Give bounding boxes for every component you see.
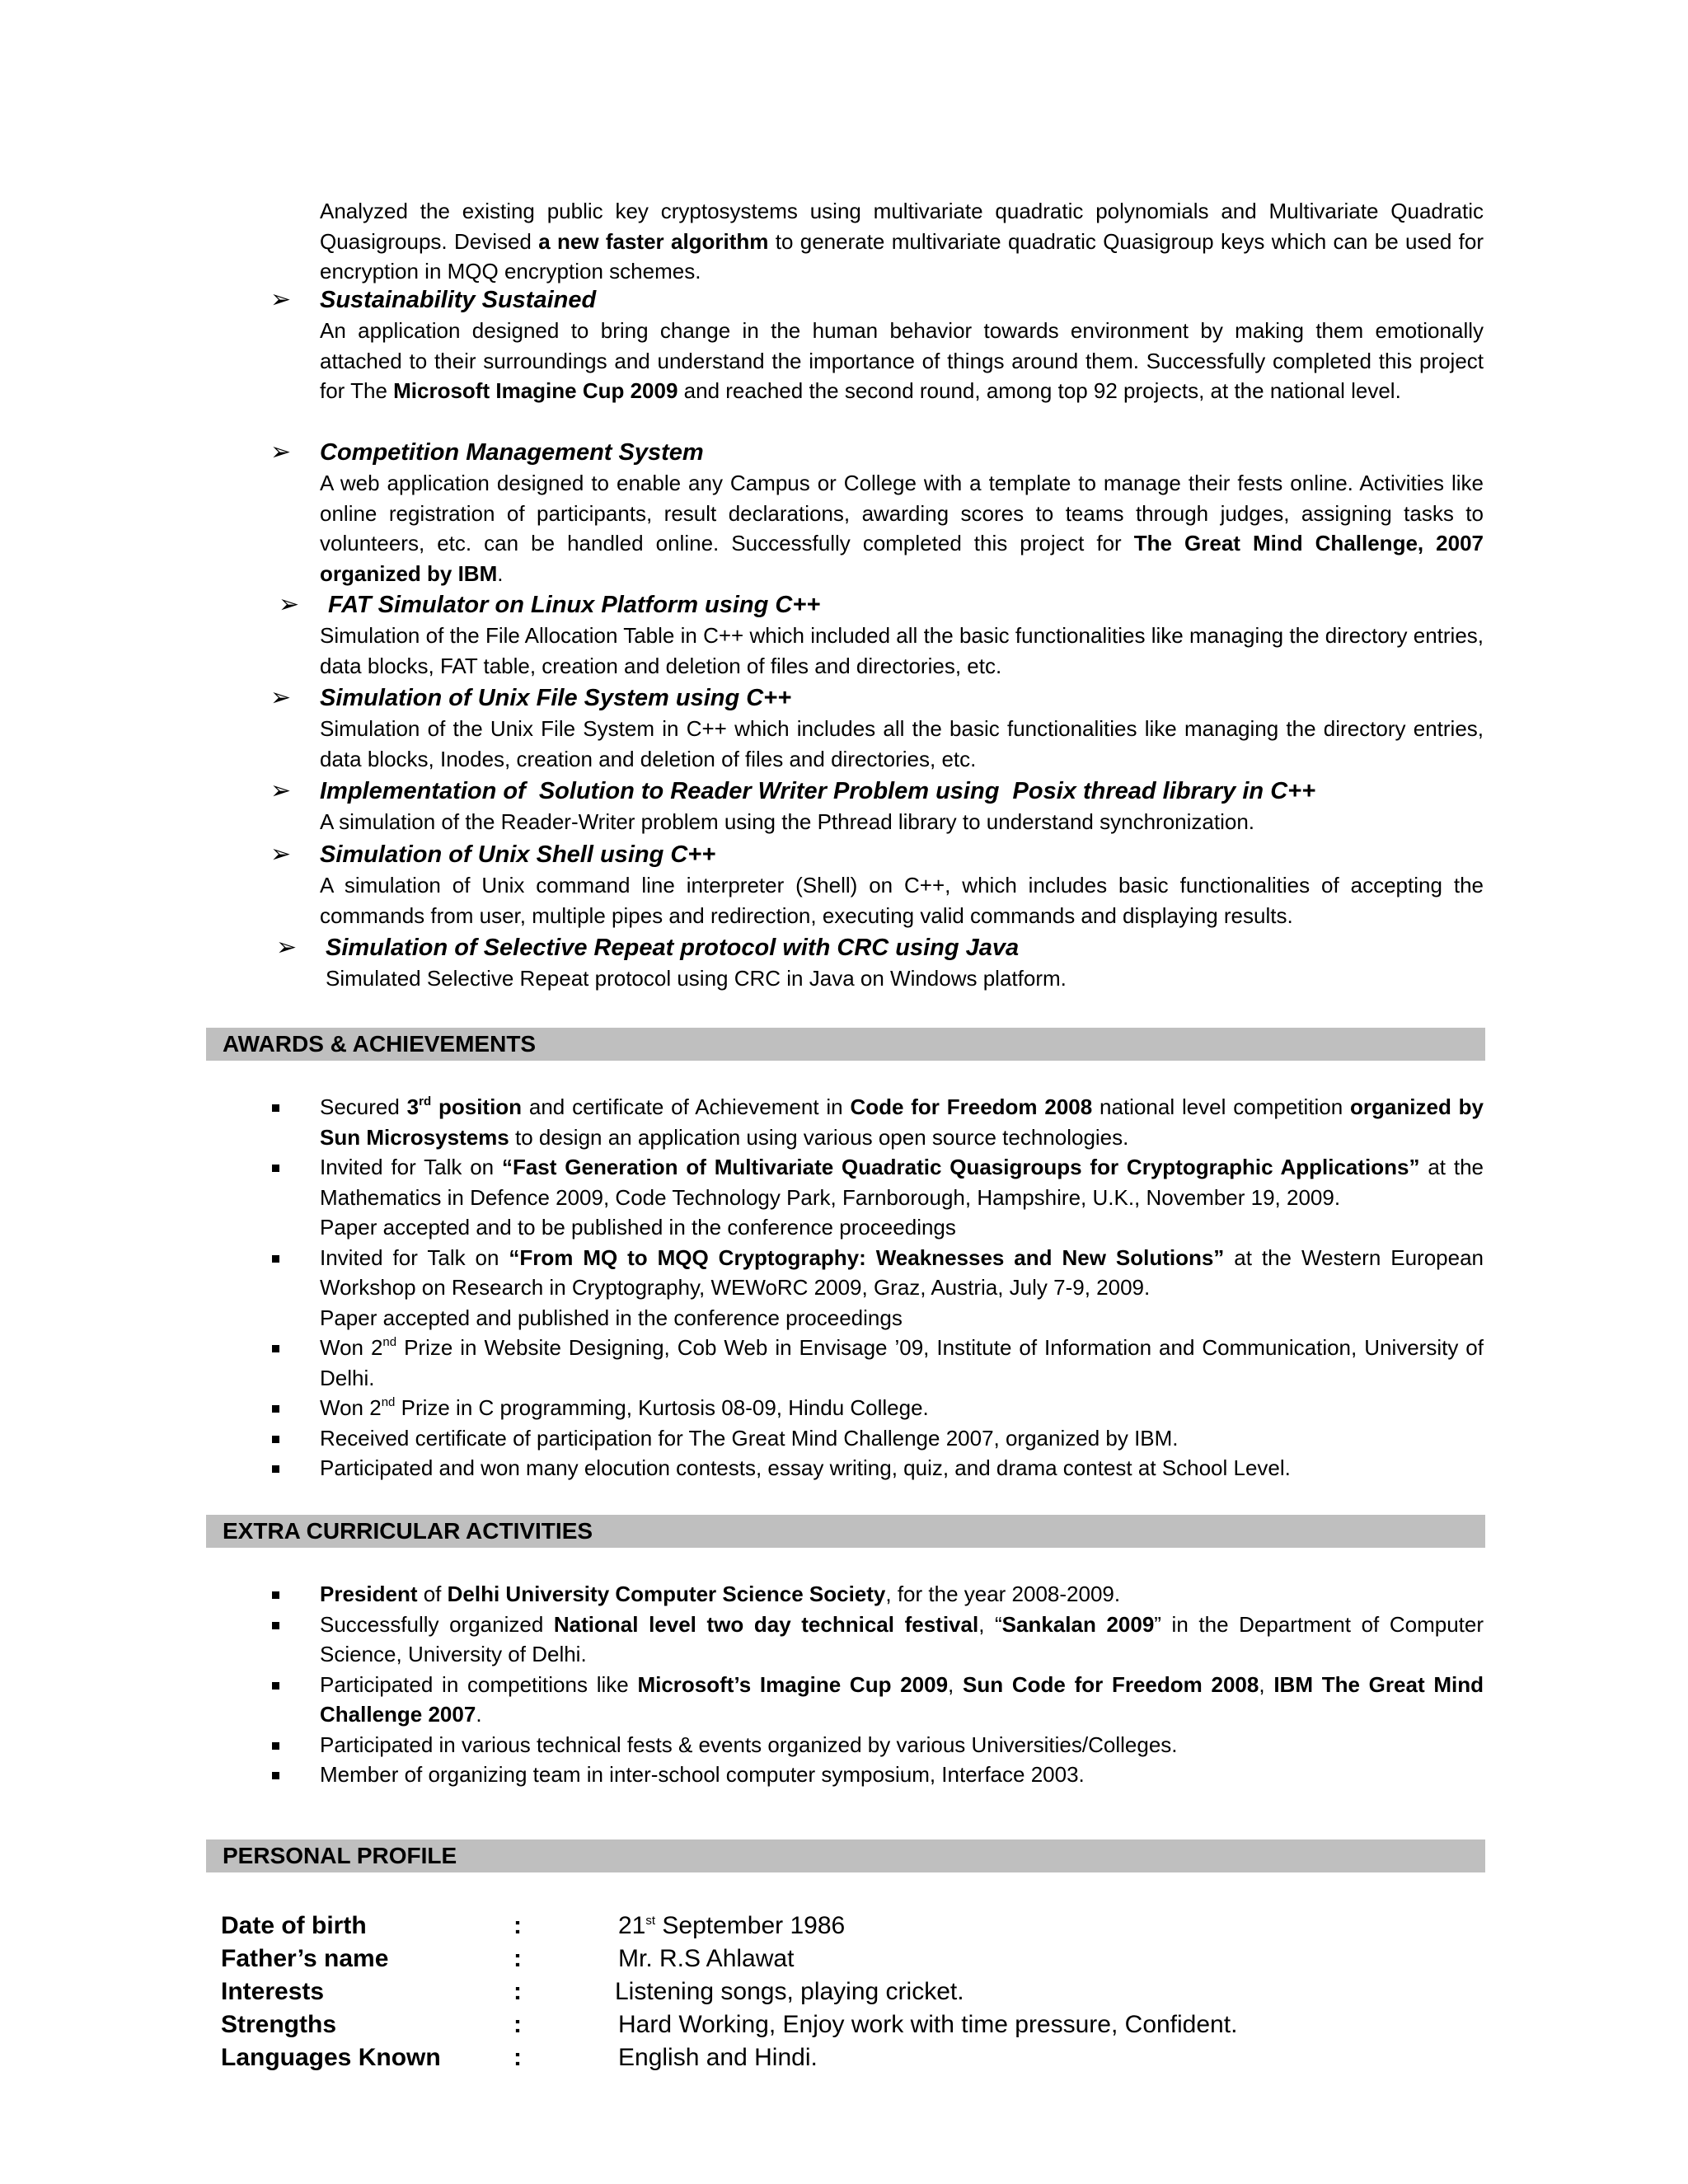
list-item: President of Delhi University Computer Science Society, for the year 2008-2009. <box>320 1579 1484 1610</box>
profile-row-fathers-name <box>221 1943 1540 1975</box>
project-title: Sustainability Sustained <box>320 287 597 313</box>
project-description: Simulated Selective Repeat protocol using CRC in Java on Windows platform. <box>326 966 1067 991</box>
profile-colon: : <box>513 1945 522 1972</box>
list-item: Secured 3rd position and certificate of Achievement in Code for Freedom 2008 national level competition organized by Sun Microsystems to design an application using various open source technologies. <box>320 1092 1484 1152</box>
project-reader-writer <box>270 776 1484 837</box>
profile-label: Languages Known <box>221 2044 441 2071</box>
project-unix-shell <box>270 839 1484 930</box>
profile-value: Listening songs, playing cricket. <box>615 1978 964 2005</box>
project-competition-management <box>270 437 1484 588</box>
square-bullet-icon <box>272 1165 279 1172</box>
arrow-bullet-icon: ➢ <box>276 934 298 961</box>
project-description: An application designed to bring change in the human behavior towards environment by making them emotionally attached to their surroundings and understand the importance of things around them. Successfully completed this project for The Microsoft Imagine Cup 2009 and reached the second round, among top 92 projects, at the national level. <box>320 318 1484 403</box>
project-description: A simulation of the Reader-Writer problem using the Pthread library to understand synchronization. <box>320 809 1254 834</box>
profile-value: 21st September 1986 <box>618 1912 846 1939</box>
arrow-bullet-icon: ➢ <box>270 286 292 313</box>
square-bullet-icon <box>272 1682 279 1690</box>
square-bullet-icon <box>272 1772 279 1779</box>
square-bullet-icon <box>272 1405 279 1413</box>
arrow-bullet-icon: ➢ <box>270 777 292 804</box>
project-description: A web application designed to enable any Campus or College with a template to manage their fests online. Activities like online registration of participants, result declarations, awarding scores to teams through judges, assigning tasks to volunteers, etc. can be handled online. Successfully completed this project for The Great Mind Challenge, 2007 organized by IBM. <box>320 471 1484 586</box>
list-item: Won 2nd Prize in Website Designing, Cob Web in Envisage ’09, Institute of Information and Communication, University of Delhi. <box>320 1333 1484 1393</box>
profile-label: Father’s name <box>221 1945 389 1972</box>
profile-colon: : <box>513 2044 522 2071</box>
personal-profile-table <box>221 1910 1540 2074</box>
profile-value: English and Hindi. <box>618 2044 818 2071</box>
arrow-bullet-icon: ➢ <box>279 591 300 618</box>
profile-value: Hard Working, Enjoy work with time pressure, Confident. <box>618 2011 1238 2038</box>
awards-list <box>320 1092 1484 1483</box>
square-bullet-icon <box>272 1436 279 1443</box>
list-item: Participated and won many elocution contests, essay writing, quiz, and drama contest at School Level. <box>320 1453 1484 1483</box>
project-title: Implementation of Solution to Reader Writer Problem using Posix thread library in C++ <box>320 778 1316 804</box>
list-item: Successfully organized National level two day technical festival, “Sankalan 2009” in the Department of Computer Science, University of Delhi. <box>320 1610 1484 1670</box>
section-header-awards: AWARDS & ACHIEVEMENTS <box>206 1028 1485 1061</box>
arrow-bullet-icon: ➢ <box>270 684 292 711</box>
list-item: Won 2nd Prize in C programming, Kurtosis 08-09, Hindu College. <box>320 1393 1484 1423</box>
square-bullet-icon <box>272 1591 279 1599</box>
list-item: Received certificate of participation for The Great Mind Challenge 2007, organized by IBM. <box>320 1423 1484 1454</box>
project-unix-file-system <box>270 682 1484 774</box>
project-selective-repeat <box>276 932 1484 994</box>
square-bullet-icon <box>272 1622 279 1629</box>
profile-colon: : <box>513 1978 522 2005</box>
profile-row-date-of-birth <box>221 1910 1540 1943</box>
project-title: Simulation of Unix File System using C++ <box>320 685 792 711</box>
profile-colon: : <box>513 1912 522 1939</box>
project-description: A simulation of Unix command line interpreter (Shell) on C++, which includes basic functionalities of accepting the commands from user, multiple pipes and redirection, executing valid commands and displaying results. <box>320 873 1484 928</box>
arrow-bullet-icon: ➢ <box>270 438 292 466</box>
profile-label: Interests <box>221 1978 325 2005</box>
square-bullet-icon <box>272 1465 279 1473</box>
project-description: Simulation of the File Allocation Table in C++ which included all the basic functionalities like managing the directory entries, data blocks, FAT table, creation and deletion of files and directories, etc. <box>320 623 1484 678</box>
project-description: Simulation of the Unix File System in C++ which includes all the basic functionalities like managing the directory entries, data blocks, Inodes, creation and deletion of files and directories, etc. <box>320 716 1484 771</box>
profile-value: Mr. R.S Ahlawat <box>618 1945 795 1972</box>
profile-label: Date of birth <box>221 1912 367 1939</box>
arrow-bullet-icon: ➢ <box>270 841 292 868</box>
list-item: Invited for Talk on “From MQ to MQQ Cryptography: Weaknesses and New Solutions” at the Western European Workshop on Research in Cryptography, WEWoRC 2009, Graz, Austria, July 7-9, 2009. Paper accepted and published in the conference proceedings <box>320 1243 1484 1333</box>
list-item: Participated in various technical fests & events organized by various Universities/Colleges. <box>320 1730 1484 1760</box>
project-sustainability <box>270 284 1484 406</box>
project-title: FAT Simulator on Linux Platform using C++ <box>328 592 821 618</box>
profile-label: Strengths <box>221 2011 337 2038</box>
list-item: Invited for Talk on “Fast Generation of Multivariate Quadratic Quasigroups for Cryptographic Applications” at the Mathematics in Defence 2009, Code Technology Park, Farnborough, Hampshire, U.K., November 19, 2009. Paper accepted and to be published in the conference proceedings <box>320 1152 1484 1243</box>
project-description-mqq: Analyzed the existing public key cryptosystems using multivariate quadratic polynomials and Multivariate Quadratic Quasigroups. Devised a new faster algorithm to generate multivariate quadratic Quasigroup keys which can be used for encryption in MQQ encryption schemes. <box>320 199 1484 284</box>
square-bullet-icon <box>272 1255 279 1263</box>
square-bullet-icon <box>272 1345 279 1352</box>
extra-curricular-list <box>320 1579 1484 1790</box>
square-bullet-icon <box>272 1104 279 1112</box>
square-bullet-icon <box>272 1742 279 1750</box>
list-item: Member of organizing team in inter-school computer symposium, Interface 2003. <box>320 1760 1484 1790</box>
profile-row-interests <box>221 1975 1540 2008</box>
profile-row-strengths <box>221 2008 1540 2041</box>
project-title: Simulation of Unix Shell using C++ <box>320 841 716 868</box>
list-item: Participated in competitions like Microsoft’s Imagine Cup 2009, Sun Code for Freedom 2008, IBM The Great Mind Challenge 2007. <box>320 1670 1484 1730</box>
section-header-personal-profile: PERSONAL PROFILE <box>206 1840 1485 1872</box>
profile-row-languages <box>221 2041 1540 2074</box>
project-title: Competition Management System <box>320 439 704 466</box>
project-fat-simulator <box>279 589 1484 681</box>
project-title: Simulation of Selective Repeat protocol with CRC using Java <box>326 935 1020 961</box>
section-header-extra-curricular: EXTRA CURRICULAR ACTIVITIES <box>206 1515 1485 1548</box>
profile-colon: : <box>513 2011 522 2038</box>
